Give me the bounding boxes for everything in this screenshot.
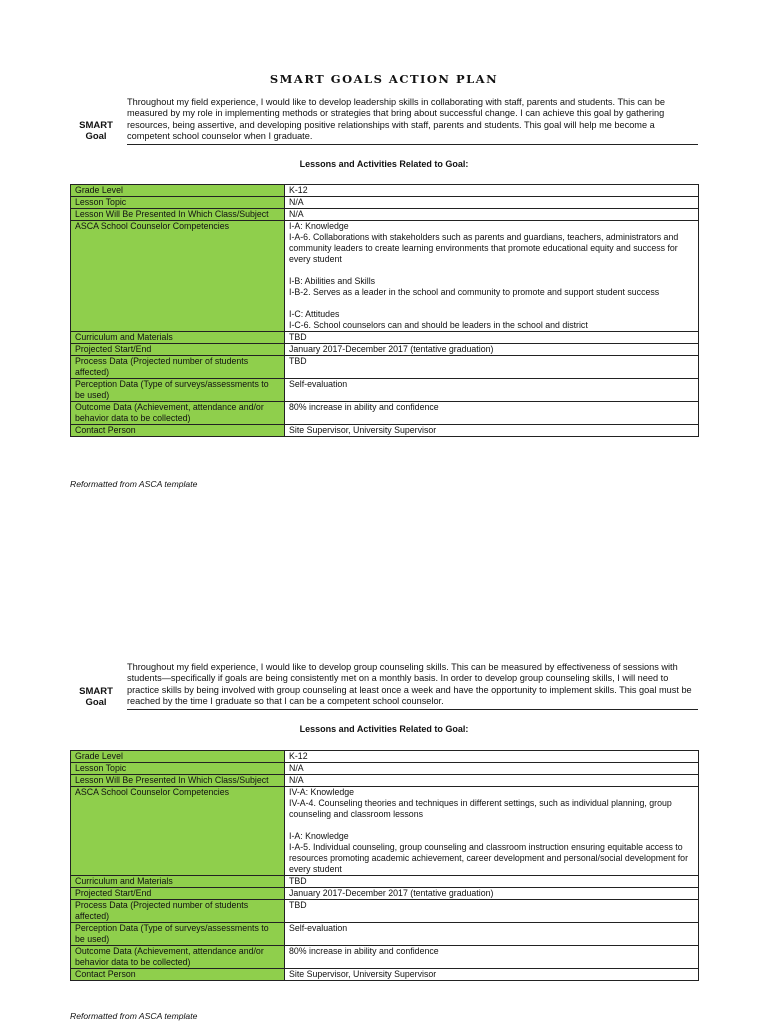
row-label: Curriculum and Materials	[71, 332, 285, 344]
row-value: K-12	[285, 751, 699, 763]
lessons-heading: Lessons and Activities Related to Goal:	[299, 724, 469, 734]
competency-text: I-C-6. School counselors can and should be leaders in the school and district	[289, 320, 588, 330]
row-value: TBD	[285, 332, 699, 344]
competency-text: I-A-6. Collaborations with stakeholders such as parents and guardians, teachers, administrators and community leaders to create learning environments that promote educational equity and success for every student	[289, 232, 679, 264]
row-value: N/A	[285, 209, 699, 221]
table-row	[71, 221, 699, 332]
smart-goal-text: Throughout my field experience, I would like to develop group counseling skills. This can be measured by effectiveness of sessions with students—specifically if goals are being consistently met on a monthly basis. In order to develop group counseling skills, I will need to practice skills by being involved with group counseling at least once a week and have the opportunity to implement skills. This goal must be reached by the time I graduate so that I can be a competent school counselor.	[127, 662, 698, 710]
table-row	[71, 209, 699, 221]
row-value: N/A	[285, 775, 699, 787]
row-value: K-12	[285, 185, 699, 197]
template-note: Reformatted from ASCA template	[70, 479, 198, 489]
row-label: Process Data (Projected number of students affected)	[71, 900, 285, 923]
row-label: ASCA School Counselor Competencies	[71, 787, 285, 876]
table-row	[71, 332, 699, 344]
row-value: TBD	[285, 900, 699, 923]
row-value: January 2017-December 2017 (tentative graduation)	[285, 344, 699, 356]
row-value: N/A	[285, 763, 699, 775]
row-label: Lesson Topic	[71, 197, 285, 209]
row-label: Projected Start/End	[71, 344, 285, 356]
competency-text: IV-A-4. Counseling theories and techniques in different settings, such as individual planning, group counseling and classroom lessons	[289, 798, 672, 819]
table-row	[71, 356, 699, 379]
row-value: 80% increase in ability and confidence	[285, 946, 699, 969]
row-value: 80% increase in ability and confidence	[285, 402, 699, 425]
lessons-heading: Lessons and Activities Related to Goal:	[299, 159, 469, 169]
competencies-cell	[285, 221, 699, 332]
competency-heading: I-A: Knowledge	[289, 831, 349, 841]
table-row	[71, 425, 699, 437]
competency-heading: I-B: Abilities and Skills	[289, 276, 376, 286]
table-row	[71, 379, 699, 402]
row-value: Site Supervisor, University Supervisor	[285, 969, 699, 981]
row-value: Self-evaluation	[285, 923, 699, 946]
table-row	[71, 185, 699, 197]
competency-heading: I-C: Attitudes	[289, 309, 340, 319]
row-label: Lesson Will Be Presented In Which Class/Subject	[71, 775, 285, 787]
row-value: N/A	[285, 197, 699, 209]
row-value: January 2017-December 2017 (tentative graduation)	[285, 888, 699, 900]
smart-goal-text: Throughout my field experience, I would like to develop leadership skills in collaborating with staff, parents and students. This can be measured by my role in implementing methods or strategies that bring about successful change. I can achieve this goal by gathering resources, being assertive, and developing positive relationships with staff, parents and students. This goal will help me become a competent school counselor when I graduate.	[127, 97, 698, 145]
row-value: Site Supervisor, University Supervisor	[285, 425, 699, 437]
table-row	[71, 775, 699, 787]
row-label: Perception Data (Type of surveys/assessments to be used)	[71, 923, 285, 946]
template-note: Reformatted from ASCA template	[70, 1011, 198, 1021]
row-label: Contact Person	[71, 969, 285, 981]
action-plan-table	[70, 750, 699, 981]
row-label: Contact Person	[71, 425, 285, 437]
row-label: Lesson Topic	[71, 763, 285, 775]
row-label: Curriculum and Materials	[71, 876, 285, 888]
row-label: Process Data (Projected number of students affected)	[71, 356, 285, 379]
row-label: Projected Start/End	[71, 888, 285, 900]
row-label: Lesson Will Be Presented In Which Class/Subject	[71, 209, 285, 221]
table-row	[71, 900, 699, 923]
competency-heading: I-A: Knowledge	[289, 221, 349, 231]
competencies-cell	[285, 787, 699, 876]
table-row	[71, 787, 699, 876]
row-value: TBD	[285, 356, 699, 379]
table-row	[71, 888, 699, 900]
table-row	[71, 923, 699, 946]
row-label: Grade Level	[71, 185, 285, 197]
table-row	[71, 344, 699, 356]
competency-heading: IV-A: Knowledge	[289, 787, 355, 797]
table-row	[71, 946, 699, 969]
row-value: Self-evaluation	[285, 379, 699, 402]
table-row	[71, 876, 699, 888]
row-label: Perception Data (Type of surveys/assessments to be used)	[71, 379, 285, 402]
table-row	[71, 751, 699, 763]
row-value: TBD	[285, 876, 699, 888]
smart-goal-label: SMART Goal	[79, 120, 113, 142]
competency-text: I-A-5. Individual counseling, group counseling and classroom instruction ensuring equitable access to resources promoting academic achievement, career development and personal/social development for every student	[289, 842, 689, 874]
table-row	[71, 402, 699, 425]
row-label: Outcome Data (Achievement, attendance and/or behavior data to be collected)	[71, 402, 285, 425]
smart-goal-label: SMART Goal	[79, 686, 113, 708]
competency-text: I-B-2. Serves as a leader in the school and community to promote and support student success	[289, 287, 660, 297]
page-title: SMART GOALS ACTION PLAN	[269, 72, 499, 86]
table-row	[71, 969, 699, 981]
row-label: Grade Level	[71, 751, 285, 763]
action-plan-table	[70, 184, 699, 437]
table-row	[71, 763, 699, 775]
table-row	[71, 197, 699, 209]
row-label: ASCA School Counselor Competencies	[71, 221, 285, 332]
row-label: Outcome Data (Achievement, attendance and/or behavior data to be collected)	[71, 946, 285, 969]
